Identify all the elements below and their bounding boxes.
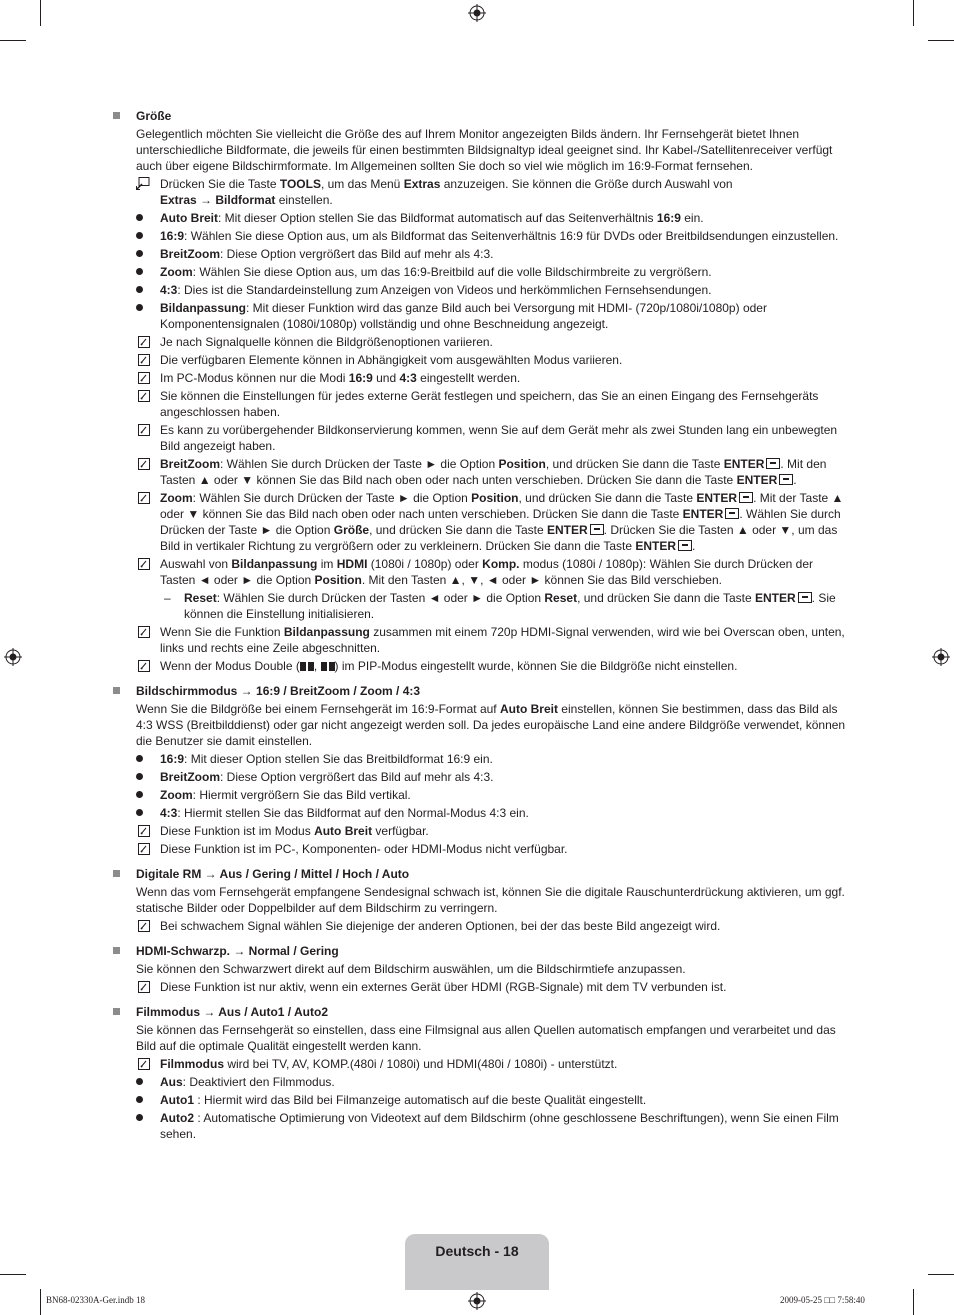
list-item: Auto Breit: Mit dieser Option stellen Sie das Bildformat automatisch auf das Seitenverhältnis 16:9 ein. <box>110 210 846 226</box>
section-title: HDMI-Schwarzp. → Normal / Gering <box>136 944 339 958</box>
list-item: Zoom: Hiermit vergrößern Sie das Bild vertikal. <box>110 787 846 803</box>
note-icon <box>138 1058 150 1070</box>
section-heading <box>110 683 846 699</box>
registration-mark-icon <box>932 648 950 666</box>
dash-marker: – <box>164 591 171 605</box>
bullet-icon <box>136 304 143 311</box>
section-intro: Gelegentlich möchten Sie vielleicht die Größe des auf Ihrem Monitor angezeigten Bilds ändern. Ihr Fernsehgerät bietet Ihnen unterschiedliche Bildformate, die jeweils für einen bestimmten Bildsignaltyp ideal geeignet sind. Ihr Kabel-/Satellitenreceiver verfügt auch über eigene Bildschirmformate. Im Allgemeinen sollten Sie doch so viel wie möglich im 16:9-Format fernsehen. <box>136 127 833 173</box>
list-item: 4:3: Dies ist die Standardeinstellung zum Anzeigen von Videos und herkömmlichen Fernsehsendungen. <box>110 282 846 298</box>
sub-list-item: – Reset: Wählen Sie durch Drücken der Tasten ◄ oder ► die Option Reset, und drücken Sie dann die Taste ENTER . Sie können die Einstellung initialisieren. <box>164 591 836 621</box>
note-item: Wenn Sie die Funktion Bildanpassung zusammen mit einem 720p HDMI-Signal verwenden, wird wie bei Overscan oben, unten, links und rechts eine Zeile abgeschnitten. <box>110 624 846 656</box>
section-groesse <box>110 108 846 674</box>
print-timestamp: 2009-05-25 □□ 7:58:40 <box>780 1295 865 1305</box>
pip-double-icon <box>300 662 314 671</box>
bullet-icon <box>136 1114 143 1121</box>
section-title: Filmmodus → Aus / Auto1 / Auto2 <box>136 1005 328 1019</box>
section-intro: Wenn das vom Fernsehgerät empfangene Sendesignal schwach ist, können Sie die digitale Rauschunterdrückung aktivieren, um ggf. statische Bilder oder Doppelbilder auf dem Bildschirm zu verringern. <box>136 885 845 915</box>
section-filmmodus <box>110 1004 846 1142</box>
bullet-icon <box>136 1096 143 1103</box>
square-bullet-icon <box>113 870 120 877</box>
square-bullet-icon <box>113 112 120 119</box>
list-item: 16:9: Mit dieser Option stellen Sie das Breitbildformat 16:9 ein. <box>110 751 846 767</box>
crop-mark <box>913 0 914 26</box>
crop-mark <box>40 1289 41 1315</box>
note-item: Diese Funktion ist nur aktiv, wenn ein externes Gerät über HDMI (RGB-Signale) mit dem TV verbunden ist. <box>110 979 846 995</box>
bullet-icon <box>136 250 143 257</box>
section-title: Bildschirmmodus → 16:9 / BreitZoom / Zoom / 4:3 <box>136 684 421 698</box>
crop-mark <box>40 0 41 26</box>
manual-content <box>110 108 846 1151</box>
crop-mark <box>0 40 26 41</box>
note-item: Je nach Signalquelle können die Bildgrößenoptionen variieren. <box>110 334 846 350</box>
crop-mark <box>913 1289 914 1315</box>
square-bullet-icon <box>113 1008 120 1015</box>
note-icon <box>138 458 150 470</box>
note-item: Bei schwachem Signal wählen Sie diejenige der anderen Optionen, bei der das beste Bild angezeigt wird. <box>110 918 846 934</box>
note-icon <box>138 660 150 672</box>
section-heading <box>110 943 846 959</box>
note-icon <box>138 492 150 504</box>
note-item: BreitZoom: Wählen Sie durch Drücken der Taste ► die Option Position, und drücken Sie dann die Taste ENTER . Mit den Tasten ▲ oder ▼ können Sie das Bild nach oben oder nach unten verschieben. Drücken Sie dann die Taste ENTER . <box>110 456 846 488</box>
section-bildschirmmodus <box>110 683 846 857</box>
bullet-icon <box>136 755 143 762</box>
list-item: Auto2 : Automatische Optimierung von Videotext auf dem Bildschirm (ohne geschlossene Beschriftungen), wenn Sie einen Film sehen. <box>110 1110 846 1142</box>
note-item: Diese Funktion ist im Modus Auto Breit verfügbar. <box>110 823 846 839</box>
note-icon <box>138 920 150 932</box>
note-icon <box>138 825 150 837</box>
section-intro: Wenn Sie die Bildgröße bei einem Fernsehgerät im 16:9-Format auf Auto Breit einstellen, können Sie bestimmen, dass das Bild als 4:3 WSS (Breitbilddienst) oder gar nicht angezeigt werden soll. Da jedes europäische Land eine andere Bildgröße verwendet, können die Benutzer sie damit einstellen. <box>136 702 846 748</box>
square-bullet-icon <box>113 947 120 954</box>
crop-mark <box>928 40 954 41</box>
note-item: Die verfügbaren Elemente können in Abhängigkeit vom ausgewählten Modus variieren. <box>110 352 846 368</box>
section-digitale-rm <box>110 866 846 934</box>
enter-icon <box>779 474 793 485</box>
section-title: Digitale RM → Aus / Gering / Mittel / Hoch / Auto <box>136 867 410 881</box>
enter-icon <box>590 524 604 535</box>
enter-icon <box>678 540 692 551</box>
note-item: Sie können die Einstellungen für jedes externe Gerät festlegen und speichern, das Sie an einen Eingang des Fernsehgeräts angeschlossen haben. <box>110 388 846 420</box>
section-intro: Sie können das Fernsehgerät so einstellen, dass eine Filmsignal aus allen Quellen automatisch empfangen und verarbeitet und das Bild auf die optimale Qualität eingestellt werden kann. <box>136 1023 836 1053</box>
bullet-icon <box>136 773 143 780</box>
note-icon <box>138 372 150 384</box>
page-number-tab: Deutsch - 18 <box>405 1234 549 1290</box>
note-item: Filmmodus wird bei TV, AV, KOMP.(480i / 1080i) und HDMI(480i / 1080i) - unterstützt. <box>110 1056 846 1072</box>
section-heading <box>110 866 846 882</box>
file-info: BN68-02330A-Ger.indb 18 <box>46 1295 145 1305</box>
pip-double-icon <box>321 662 335 671</box>
enter-icon <box>766 458 780 469</box>
note-icon <box>138 336 150 348</box>
list-item: Auto1 : Hiermit wird das Bild bei Filmanzeige automatisch auf die beste Qualität eingestellt. <box>110 1092 846 1108</box>
section-heading <box>110 1004 846 1020</box>
crop-mark <box>928 1274 954 1275</box>
list-item: 16:9: Wählen Sie diese Option aus, um als Bildformat das Seitenverhältnis 16:9 für DVDs oder Breitbildsendungen einzustellen. <box>110 228 846 244</box>
enter-icon <box>739 492 753 503</box>
section-heading <box>110 108 846 124</box>
note-item: Zoom: Wählen Sie durch Drücken der Taste ► die Option Position, und drücken Sie dann die Taste ENTER . Mit der Taste ▲ oder ▼ können Sie das Bild nach oben oder nach unten verschieben. Drücken Sie dann die Taste ENTER . Wählen Sie durch Drücken der Taste ► die Option Größe, und drücken Sie dann die Taste ENTER . Drücken Sie die Tasten ▲ oder ▼, um das Bild in vertikaler Richtung zu vergrößern oder zu verkleinern. Drücken Sie dann die Taste ENTER . <box>110 490 846 554</box>
note-item: Es kann zu vorübergehender Bildkonservierung kommen, wenn Sie auf dem Gerät mehr als zwei Stunden lang ein unbewegten Bild angezeigt haben. <box>110 422 846 454</box>
tools-instruction: Drücken Sie die Taste TOOLS, um das Menü Extras anzuzeigen. Sie können die Größe durch Auswahl von Extras → Bildformat einstellen. <box>110 176 846 208</box>
bullet-icon <box>136 791 143 798</box>
note-item: Auswahl von Bildanpassung im HDMI (1080i / 1080p) oder Komp. modus (1080i / 1080p): Wählen Sie durch Drücken der Tasten ◄ oder ► die Option Position. Mit den Tasten ▲, ▼, ◄ oder ► können Sie das Bild verschieben. <box>110 556 846 588</box>
bullet-icon <box>136 809 143 816</box>
bullet-icon <box>136 214 143 221</box>
crop-mark <box>0 1274 26 1275</box>
section-title: Größe <box>136 109 172 123</box>
note-icon <box>138 558 150 570</box>
list-item: BreitZoom: Diese Option vergrößert das Bild auf mehr als 4:3. <box>110 246 846 262</box>
note-icon <box>138 424 150 436</box>
list-item: BreitZoom: Diese Option vergrößert das Bild auf mehr als 4:3. <box>110 769 846 785</box>
note-icon <box>138 626 150 638</box>
note-item: Wenn der Modus Double ( , ) im PIP-Modus eingestellt wurde, können Sie die Bildgröße nicht einstellen. <box>110 658 846 674</box>
bullet-icon <box>136 286 143 293</box>
registration-mark-icon <box>468 4 486 22</box>
enter-icon <box>725 508 739 519</box>
list-item: Aus: Deaktiviert den Filmmodus. <box>110 1074 846 1090</box>
note-icon <box>138 354 150 366</box>
note-icon <box>138 981 150 993</box>
bullet-icon <box>136 268 143 275</box>
bullet-icon <box>136 232 143 239</box>
section-hdmi-schwarzp <box>110 943 846 995</box>
section-intro: Sie können den Schwarzwert direkt auf dem Bildschirm auswählen, um die Bildschirmtiefe anzupassen. <box>136 962 686 976</box>
note-icon <box>138 843 150 855</box>
list-item: Bildanpassung: Mit dieser Funktion wird das ganze Bild auch bei Versorgung mit HDMI- (720p/1080i/1080p) oder Komponentensignalen (1080i/1080p) vollständig und ohne Beschneidung angezeigt. <box>110 300 846 332</box>
square-bullet-icon <box>113 687 120 694</box>
tools-icon <box>136 177 150 190</box>
enter-icon <box>798 592 812 603</box>
bullet-icon <box>136 1078 143 1085</box>
registration-mark-icon <box>468 1292 486 1310</box>
note-item: Diese Funktion ist im PC-, Komponenten- oder HDMI-Modus nicht verfügbar. <box>110 841 846 857</box>
list-item: 4:3: Hiermit stellen Sie das Bildformat auf den Normal-Modus 4:3 ein. <box>110 805 846 821</box>
note-icon <box>138 390 150 402</box>
registration-mark-icon <box>4 648 22 666</box>
note-item: Im PC-Modus können nur die Modi 16:9 und 4:3 eingestellt werden. <box>110 370 846 386</box>
list-item: Zoom: Wählen Sie diese Option aus, um das 16:9-Breitbild auf die volle Bildschirmbreite zu vergrößern. <box>110 264 846 280</box>
